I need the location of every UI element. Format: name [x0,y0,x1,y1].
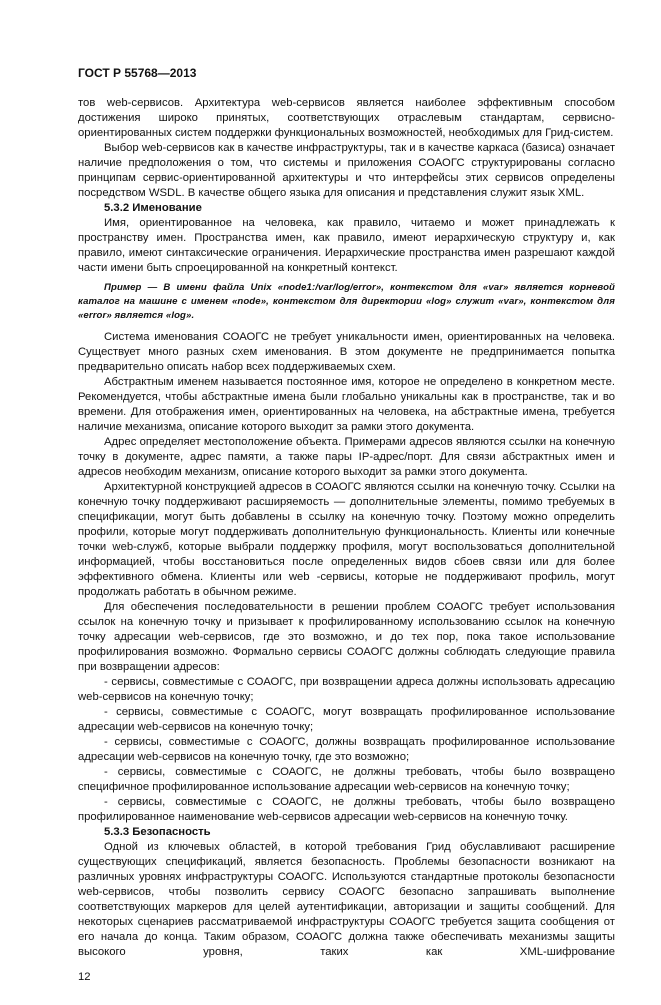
page-number: 12 [78,971,91,983]
example-note: Пример — В имени файла Unix «node1:/var/log/error», контекстом для «var» является корневой каталог на машине с именем «node», контекстом для директории «log» служит «var», контекстом для «error» является «log». [78,282,615,321]
paragraph: тов web-сервисов. Архитектура web-сервисов является наиболее эффективным способом достижения широко принятых, соответствующих отраслевым стандартам, сервисно-ориентированных систем поддержки функциональных возможностей, необходимых для Грид-систем. [78,97,615,139]
page-body [78,96,615,960]
paragraph: Имя, ориентированное на человека, как правило, читаемо и может принадлежать к пространству имен. Пространства имен, как правило, имеют иерархическую структуру и, как правило, имеют синтаксические ограничения. Иерархические пространства имен разрешают каждой части имени быть спроецированной на конкретный контекст. [78,217,615,274]
paragraph: Одной из ключевых областей, в которой требования Грид обуславливают расширение существующих спецификаций, является безопасность. Проблемы безопасности возникают на различных уровнях инфраструктуры СОАОГС. Используются стандартные протоколы безопасности web-сервисов, чтобы позволить сервису СОАОГС безопасно запрашивать выполнение соответствующих маркеров для целей аутентификации, авторизации и защиты сообщений. Для некоторых сценариев рассматриваемой инфраструктуры СОАОГС требуется защита сообщения от его начала до конца. Таким образом, СОАОГС должна также обеспечивать механизмы защиты высокого уровня, таких как XML-шифрование [78,841,615,958]
paragraph: Архитектурной конструкцией адресов в СОАОГС являются ссылки на конечную точку. Ссылки на конечную точку поддерживают расширяемость — дополнительные элементы, помимо требуемых в спецификации, могут быть добавлены в ссылку на конечную точку. Поэтому можно определить профили, которые могут поддерживать дополнительную функциональность. Клиенты или конечные точки web-служб, которые выбрали поддержку профиля, могут воспользоваться дополнительной информацией, чтобы восстановиться после определенных видов сбоев связи или для более эффективного обмена. Клиенты или web -сервисы, которые не поддерживают профиль, могут продолжать работать в обычном режиме. [78,481,615,598]
paragraph: Адрес определяет местоположение объекта. Примерами адресов являются ссылки на конечную точку в документе, адрес памяти, а также пары IP-адрес/порт. Для связи абстрактных имен и адресов необходим механизм, описание которого выходит за рамки этого документа. [78,436,615,478]
paragraph: Система именования СОАОГС не требует уникальности имен, ориентированных на человека. Существует много разных схем именования. В этом документе не предпринимается попытка предварительно описать набор всех поддерживаемых схем. [78,331,615,373]
paragraph: Для обеспечения последовательности в решении проблем СОАОГС требует использования ссылок на конечную точку и призывает к профилированному использованию ссылок на конечную точку адресации web-сервисов, где это возможно, и до тех пор, пока такое использование профилирования возможно. Формально сервисы СОАОГС должны соблюдать следующие правила при возвращении адресов: [78,601,615,673]
list-item: - сервисы, совместимые с СОАОГС, не должны требовать, чтобы было возвращено специфичное профилированное использование адресации web-сервисов на конечную точку; [78,766,615,793]
paragraph: Абстрактным именем называется постоянное имя, которое не определено в конкретном месте. Рекомендуется, чтобы абстрактные имена были глобально уникальны как в пространстве, так и во времени. Для отображения имен, ориентированных на человека, на абстрактные имена, требуется наличие механизма, описание которого выходит за рамки этого документа. [78,376,615,433]
paragraph: Выбор web-сервисов как в качестве инфраструктуры, так и в качестве каркаса (базиса) означает наличие предположения о том, что системы и приложения СОАОГС структурированы согласно принципам сервис-ориентированной архитектуры и что интерфейсы этих сервисов определены посредством WSDL. В качестве общего языка для описания и представления служит язык XML. [78,142,615,199]
section-heading-5-3-3: 5.3.3 Безопасность [104,826,211,838]
section-heading-5-3-2: 5.3.2 Именование [104,202,202,214]
document-header: ГОСТ Р 55768—2013 [78,66,197,80]
list-item: - сервисы, совместимые с СОАОГС, должны возвращать профилированное использование адресации web-сервисов на конечную точку, где это возможно; [78,736,615,763]
list-item: - сервисы, совместимые с СОАОГС, могут возвращать профилированное использование адресации web-сервисов на конечную точку; [78,706,615,733]
list-item: - сервисы, совместимые с СОАОГС, при возвращении адреса должны использовать адресацию web-сервисов на конечную точку; [78,676,615,703]
list-item: - сервисы, совместимые с СОАОГС, не должны требовать, чтобы было возвращено профилированное наименование web-сервисов адресации web-сервисов на конечную точку. [78,796,615,823]
